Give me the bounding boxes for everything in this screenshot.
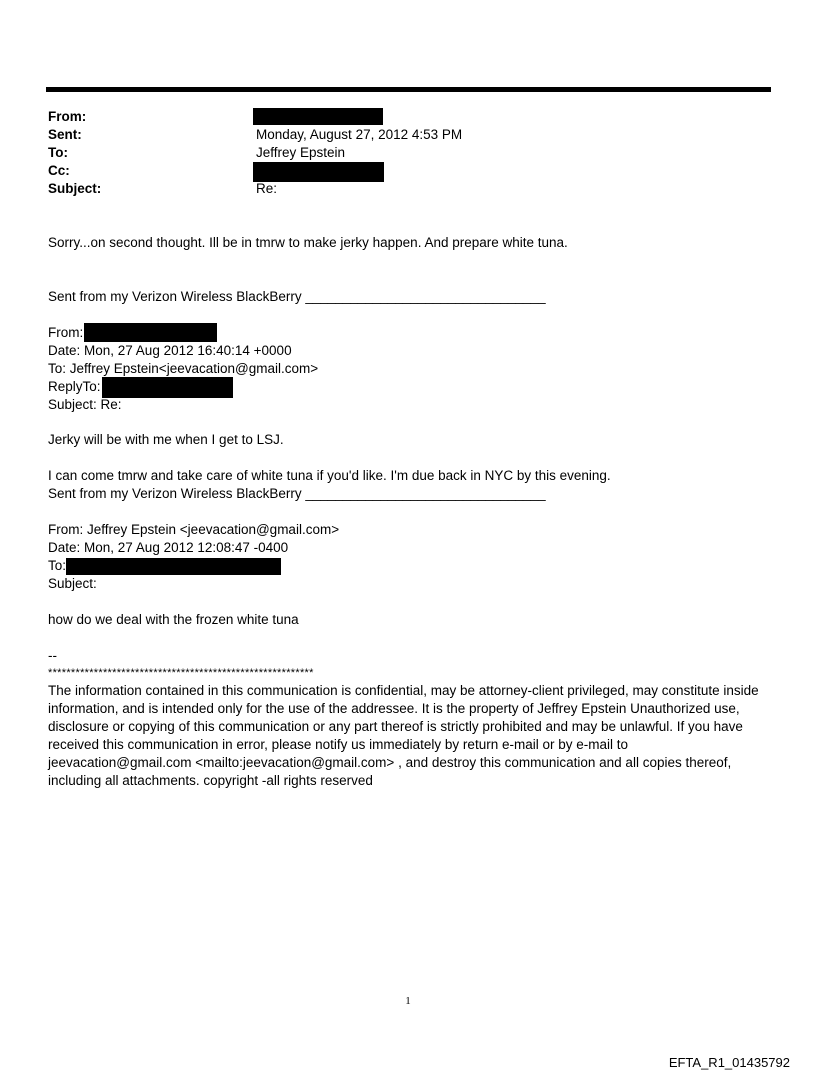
- message-signature: Sent from my Verizon Wireless BlackBerry ________________________________: [48, 289, 546, 304]
- message-body: Sorry...on second thought. Ill be in tmrw to make jerky happen. And prepare white tuna.: [48, 235, 568, 250]
- redaction-cc: [253, 162, 384, 182]
- to-label: To:: [48, 145, 68, 160]
- reply1-signature: Sent from my Verizon Wireless BlackBerry ________________________________: [48, 486, 546, 501]
- header-rule: [46, 87, 771, 92]
- sent-label: Sent:: [48, 127, 82, 142]
- reply1-replyto: ReplyTo:: [48, 379, 101, 394]
- reply1-date: Date: Mon, 27 Aug 2012 16:40:14 +0000: [48, 343, 292, 358]
- subject-label: Subject:: [48, 181, 102, 196]
- reply2-body: how do we deal with the frozen white tuna: [48, 612, 299, 627]
- footer-stars: **********************************************************: [48, 667, 314, 679]
- reply1-from: From:: [48, 325, 84, 340]
- subject-value: Re:: [256, 181, 278, 196]
- document-id: EFTA_R1_01435792: [668, 1055, 790, 1070]
- page-number: 1: [405, 995, 411, 1007]
- reply2-subject: Subject:: [48, 576, 97, 591]
- redaction-reply1-replyto: [102, 377, 233, 398]
- reply2-to: To:: [48, 558, 67, 573]
- reply1-to: To: Jeffrey Epstein<jeevacation@gmail.com>: [48, 361, 319, 376]
- reply1-body2: I can come tmrw and take care of white tuna if you'd like. I'm due back in NYC by this evening.: [48, 468, 611, 483]
- reply1-body1: Jerky will be with me when I get to LSJ.: [48, 432, 284, 447]
- reply1-subject: Subject: Re:: [48, 397, 122, 412]
- redaction-reply1-from: [84, 323, 217, 342]
- reply2-date: Date: Mon, 27 Aug 2012 12:08:47 -0400: [48, 540, 289, 555]
- redaction-reply2-to: [66, 558, 281, 575]
- reply2-from: From: Jeffrey Epstein <jeevacation@gmail.com>: [48, 522, 340, 537]
- from-label: From:: [48, 109, 87, 124]
- sent-value: Monday, August 27, 2012 4:53 PM: [256, 127, 463, 142]
- to-value: Jeffrey Epstein: [256, 145, 346, 160]
- footer-dashes: --: [48, 648, 57, 663]
- cc-label: Cc:: [48, 163, 70, 178]
- redaction-from: [253, 108, 383, 125]
- disclaimer-text: The information contained in this communication is confidential, may be attorney-client privileged, may constitute inside information, and is intended only for the use of the addressee. It is the property of Jeffrey Epstein Unauthorized use, disclosure or copying of this communication or any part thereof is strictly prohibited and may be unlawful. If you have received this communication in error, please notify us immediately by return e-mail or by e-mail to jeevacation@gmail.com <mailto:jeevacation@gmail.com> , and destroy this communication and all copies thereof, including all attachments. copyright -all rights reserved: [48, 683, 759, 788]
